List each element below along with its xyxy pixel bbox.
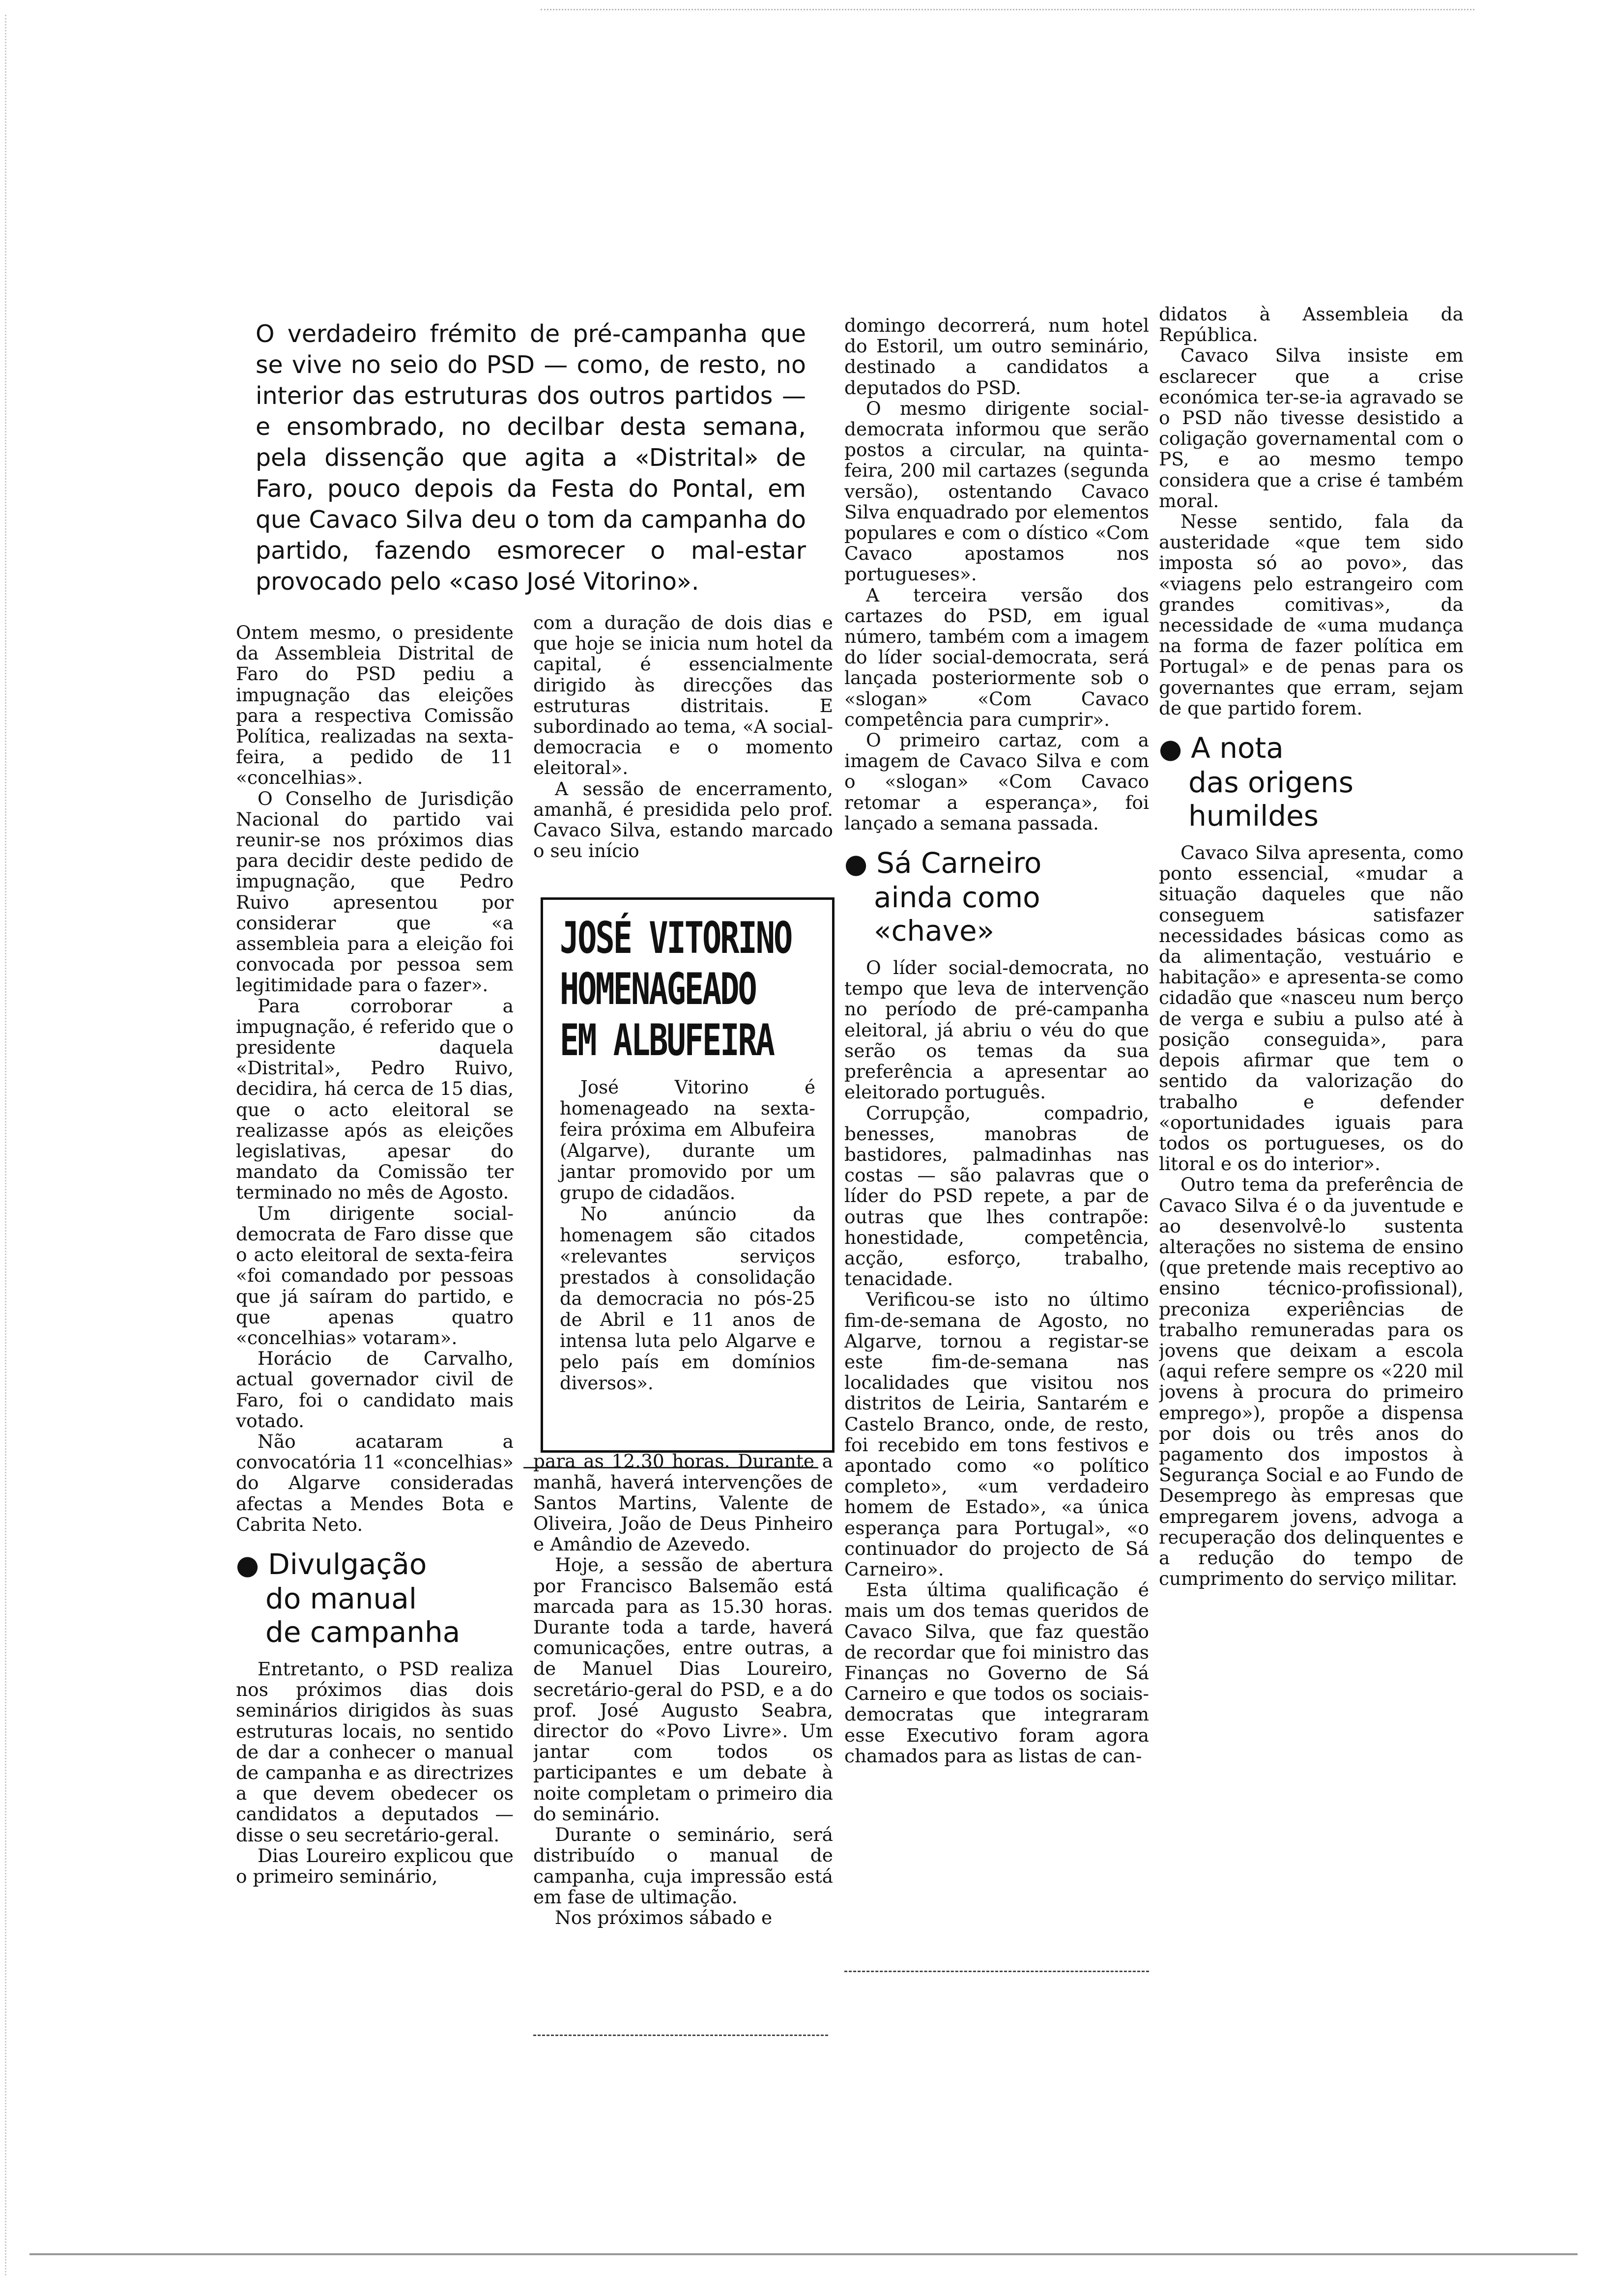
paragraph: Dias Loureiro explicou que o primeiro seminário, bbox=[236, 1844, 514, 1887]
paragraph: Não acataram a convocatória 11 «concelhias» do Algarve consideradas afectas a Mendes Bota e Cabrita Neto. bbox=[236, 1430, 514, 1535]
boxed-body bbox=[560, 1077, 815, 1394]
paragraph: para as 12.30 horas. Durante a manhã, haverá intervenções de Santos Martins, Valente de Oliveira, João de Deus Pinheiro e Amândio de Azevedo. bbox=[533, 1450, 833, 1555]
article-column-3 bbox=[844, 315, 1149, 1956]
paragraph: Entretanto, o PSD realiza nos próximos dias dois seminários dirigidos às suas estruturas locais, no sentido de dar a conhecer o manual de campanha e as directrizes a que devem obedecer os candidatos a deputados — disse o seu secretário-geral. bbox=[236, 1658, 514, 1846]
paragraph: Um dirigente social-democrata de Faro disse que o acto eleitoral de sexta-feira «foi comandado por pessoas que já saíram do partido, e que apenas quatro «concelhias» votaram». bbox=[236, 1202, 514, 1349]
paragraph: Nos próximos sábado e bbox=[555, 1906, 773, 1928]
paragraph: José Vitorino é homenageado na sexta-feira próxima em Albufeira (Algarve), durante um jantar promovido por um grupo de cidadãos. bbox=[560, 1077, 815, 1204]
boxed-article-vitorino bbox=[541, 897, 835, 1453]
bullet-icon: ● bbox=[1159, 733, 1182, 765]
scan-noise-left bbox=[5, 15, 10, 2275]
paragraph: Corrupção, compadrio, benesses, manobras de bastidores, palmadinhas nas costas — são palavras que o líder do PSD repete, a par de outras que lhes contrapõe: honestidade, competência, acção, esforço, trabalho, tenacidade. bbox=[844, 1102, 1149, 1290]
boxed-headline: JOSÉ VITORINO HOMENAGEADO EM ALBUFEIRA bbox=[560, 913, 792, 1065]
paragraph: Ontem mesmo, o presidente da Assembleia Distrital de Faro do PSD pediu a impugnação das eleições para a respectiva Comissão Política, realizadas na sexta-feira, a pedido de 11 «concelhias». bbox=[236, 622, 514, 789]
paragraph: Outro tema da preferência de Cavaco Silva é o da juventude e ao desenvolvê-lo sustenta alterações no sistema de ensino (que pretende mais receptivo ao ensino técnico-profissional), preconiza experiências de trabalho remuneradas para os jovens que deixam a escola (aqui refere sempre os «220 mil jovens à procura do primeiro emprego»), propõe a dispensa por dois ou três anos do pagamento dos impostos à Segurança Social e ao Fundo de Desemprego às empresas que empregarem jovens, advoga a recuperação dos delinquentes e a redução do tempo de cumprimento do serviço militar. bbox=[1159, 1174, 1464, 1590]
paragraph: A terceira versão dos cartazes do PSD, em igual número, também com a imagem do líder social-democrata, será lançada posteriormente sob o «slogan» «Com Cavaco competência para cumprir». bbox=[844, 584, 1149, 730]
paragraph: A sessão de encerramento, amanhã, é presidida pelo prof. Cavaco Silva, estando marcado o seu início bbox=[533, 777, 833, 862]
article-lead: O verdadeiro frémito de pré-campanha que se vive no seio do PSD — como, de resto, no interior das estruturas dos outros partidos — e ensombrado, no decilbar desta semana, pela dissenção que agita a «Distrital» de Faro, pouco depois da Festa do Pontal, em que Cavaco Silva deu o tom da campanha do partido, fazendo esmorecer o mal-estar provocado pelo «caso José Vitorino». bbox=[256, 320, 806, 596]
paragraph: didatos à Assembleia da República. bbox=[1159, 304, 1464, 346]
bullet-icon: ● bbox=[844, 848, 868, 880]
box-bottom-rule bbox=[523, 1467, 818, 1468]
paragraph: O Conselho de Jurisdição Nacional do partido vai reunir-se nos próximos dias para decidir deste pedido de impugnação, que Pedro Ruivo apresentou por considerar que «a assembleia para a eleição foi convocada por pessoa sem legitimidade para o fazer». bbox=[236, 787, 514, 996]
paragraph: No anúncio da homenagem são citados «relevantes serviços prestados à consolidação da democracia no pós-25 de Abril e 11 anos de intensa luta pelo Algarve e pelo país em domínios diversos». bbox=[560, 1204, 815, 1394]
bullet-icon: ● bbox=[236, 1549, 259, 1580]
scan-noise-top bbox=[541, 9, 1474, 15]
paragraph: Hoje, a sessão de abertura por Francisco Balsemão está marcada para as 15.30 horas. Durante toda a tarde, haverá comunicações, entre outras, a de Manuel Dias Loureiro, secretário-geral do PSD, e a do prof. José Augusto Seabra, director do «Povo Livre». Um jantar com todos os participantes e um debate à noite completam o primeiro dia do seminário. bbox=[533, 1554, 833, 1825]
paragraph: Para corroborar a impugnação, é referido que o presidente daquela «Distrital», Pedro Ruivo, decidira, há cerca de 15 dias, que o acto eleitoral se realizasse após as eleições legislativas, apesar do mandato da Comissão ter terminado no mês de Agosto. bbox=[236, 995, 514, 1204]
paragraph: com a duração de dois dias e que hoje se inicia num hotel da capital, é essencialmente dirigido às direcções das estruturas distritais. E subordinado ao tema, «A social-democracia e o momento eleitoral». bbox=[533, 612, 833, 779]
paragraph: Horácio de Carvalho, actual governador civil de Faro, foi o candidato mais votado. bbox=[236, 1348, 514, 1432]
paragraph: O primeiro cartaz, com a imagem de Cavaco Silva e com o «slogan» «Com Cavaco retomar a esperança», foi lançado a semana passada. bbox=[844, 729, 1149, 834]
article-column-1 bbox=[236, 622, 514, 2239]
paragraph: O líder social-democrata, no tempo que leva de intervenção no período de pré-campanha eleitoral, já abriu o véu do que serão os temas da sua preferência a apresentar ao eleitorado português. bbox=[844, 957, 1149, 1103]
scan-edge-bottom bbox=[29, 2253, 1578, 2260]
paragraph: O mesmo dirigente social-democrata informou que serão postos a circular, na quinta-feira, 200 mil cartazes (segunda versão), ostentando Cavaco Silva enquadrado por elementos populares e com o dístico «Com Cavaco apostamos nos portugueses». bbox=[844, 397, 1149, 585]
subheading-divulgacao: ● Divulgação do manual de campanha bbox=[236, 1547, 461, 1649]
column-end-rule bbox=[533, 2035, 828, 2036]
paragraph: domingo decorrerá, num hotel do Estoril, um outro seminário, destinado a candidatos a deputados do PSD. bbox=[844, 315, 1149, 399]
paragraph: Esta última qualificação é mais um dos temas queridos de Cavaco Silva, que faz questão de recordar que foi ministro das Finanças no Governo de Sá Carneiro e que todos os sociais-democratas que integraram esse Executivo foram agora chamados para as listas de can- bbox=[844, 1579, 1149, 1767]
article-column-4 bbox=[1159, 304, 1464, 1808]
paragraph: Verificou-se isto no último fim-de-semana de Agosto, no Algarve, tornou a registar-se este fim-de-semana nas localidades que visitou nos distritos de Leiria, Santarém e Castelo Branco, onde, de resto, foi recebido em tons festivos e apontado como «o político completo», «um verdadeiro homem de Estado», «a única esperança para Portugal», «o continuador do projecto de Sá Carneiro». bbox=[844, 1289, 1149, 1580]
paragraph: Cavaco Silva apresenta, como ponto essencial, «mudar a situação daqueles que não conseguem satisfazer necessidades básicas como as da alimentação, vestuário e habitação» e apresenta-se como cidadão que «nasceu num berço de verga e subiu a pulso até à posição conseguida», para depois afirmar que tem o sentido da valorização do trabalho e defender «oportunidades iguais para todos os portugueses, os do litoral e os do interior». bbox=[1159, 842, 1464, 1175]
paragraph: Durante o seminário, será distribuído o manual de campanha, cuja impressão está em fase de ultimação. bbox=[533, 1824, 833, 1908]
subheading-nota-origens: ● A nota das origens humildes bbox=[1159, 731, 1353, 833]
paragraph: Cavaco Silva insiste em esclarecer que a crise económica ter-se-ia agravado se o PSD não tivesse desistido a coligação governamental com o PS, e ao mesmo tempo considera que a crise é também moral. bbox=[1159, 344, 1464, 512]
subheading-sa-carneiro: ● Sá Carneiro ainda como «chave» bbox=[844, 846, 1042, 948]
column-end-rule bbox=[844, 1971, 1149, 1972]
paragraph: Nesse sentido, fala da austeridade «que tem sido imposta só ao povo», das «viagens pelo estrangeiro com grandes comitivas», da necessidade de «uma mudança na forma de fazer política em Portugal» e de penas para os governantes que erram, sejam de que partido forem. bbox=[1159, 511, 1464, 719]
